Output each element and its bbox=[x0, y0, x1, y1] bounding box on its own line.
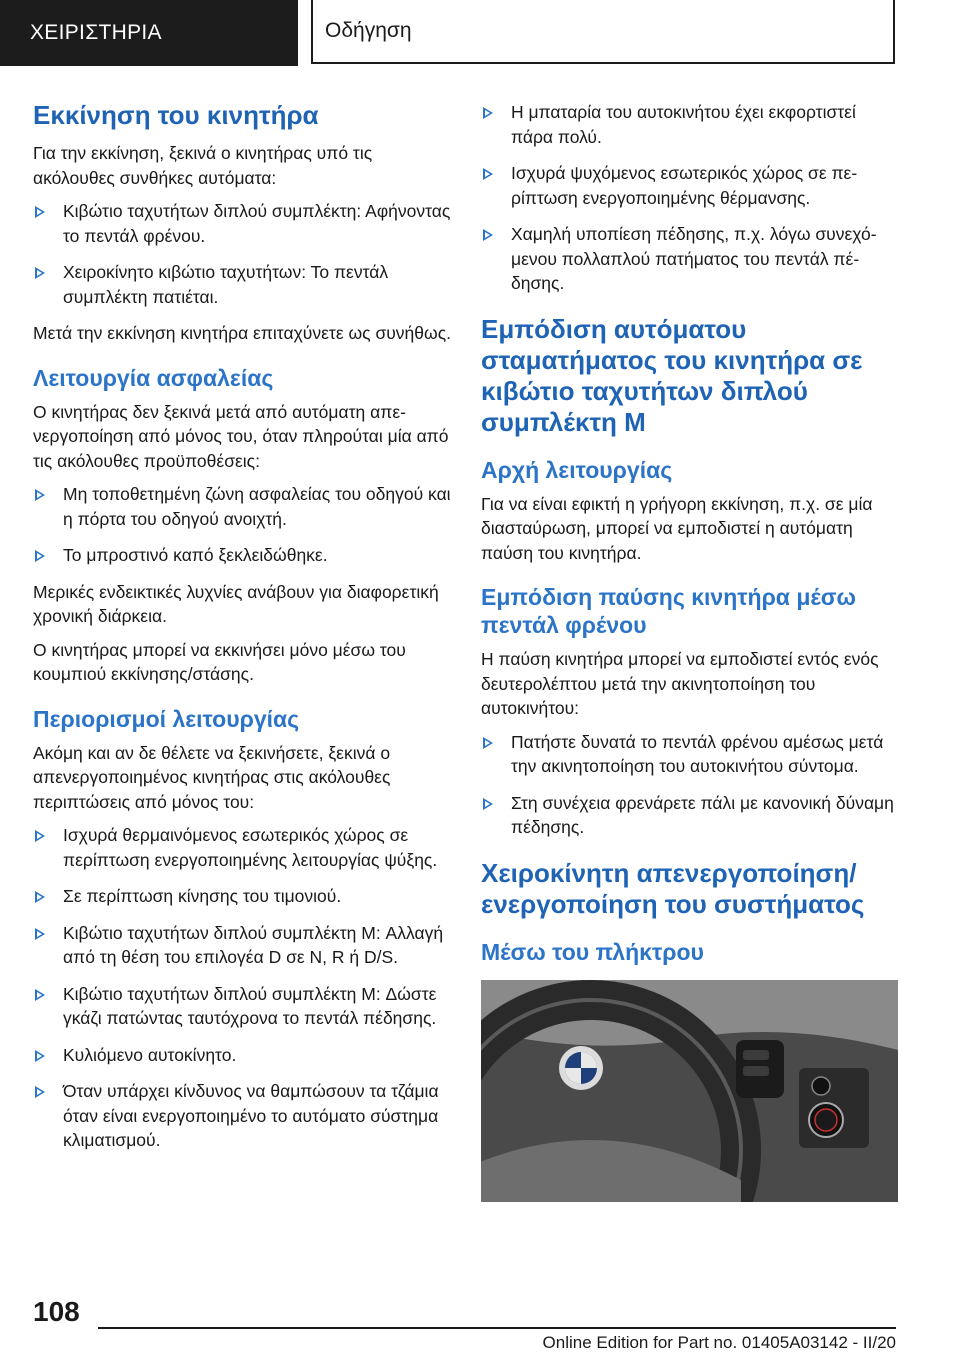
bullet-triangle-icon bbox=[35, 489, 45, 501]
bullet-list bbox=[33, 199, 451, 309]
bullet-triangle-icon bbox=[35, 928, 45, 940]
paragraph: Ακόμη και αν δε θέλετε να ξεκινήσετε, ξεκινά ο απενεργοποιημένος κινητήρας στις ακόλουθες περιπτώσεις από μόνος του: bbox=[33, 742, 391, 812]
heading-manual-toggle: Χειροκίνητη απενεργοποίηση/ ενεργοποίηση του συστήματος bbox=[481, 857, 865, 919]
heading-function-limits: Περιορισμοί λειτουργίας bbox=[33, 705, 300, 732]
list-item: Κιβώτιο ταχυτήτων διπλού συμπλέκτη: Αφήνοντας το πεντάλ φρένου. bbox=[33, 199, 451, 248]
heading-principle: Αρχή λειτουργίας bbox=[481, 456, 673, 483]
bullet-triangle-icon bbox=[483, 229, 493, 241]
list-item: Χειροκίνητο κιβώτιο ταχυτήτων: Το πεντάλ συμπλέκτη πατιέται. bbox=[33, 260, 451, 309]
list-item: Όταν υπάρχει κίνδυνος να θαμπώσουν τα τζάμια όταν είναι ενεργοποιημένο το αυτόματο σύστημα κλιματισμού. bbox=[33, 1079, 451, 1153]
list-item: Ισχυρά ψυχόμενος εσωτερικός χώρος σε περίπτωση ενεργοποιημένης θέρμανσης. bbox=[481, 161, 898, 210]
bullet-triangle-icon bbox=[35, 550, 45, 562]
bullet-list bbox=[33, 823, 451, 1153]
section-tab: ΧΕΙΡΙΣΤΗΡΙΑ bbox=[0, 0, 298, 66]
bullet-triangle-icon bbox=[35, 1050, 45, 1062]
bullet-list bbox=[33, 482, 451, 568]
cockpit-photo bbox=[481, 980, 898, 1202]
paragraph: Για να είναι εφικτή η γρήγορη εκκίνηση, π.χ. σε μία διασταύρωση, μπορεί να εμποδιστεί η αυτόματη παύση του κινητήρα. bbox=[481, 493, 873, 563]
heading-safety-function: Λειτουργία ασφαλείας bbox=[33, 364, 274, 391]
list-item: Μη τοποθετημένη ζώνη ασφαλείας του οδηγού και η πόρτα του οδηγού ανοιχτή. bbox=[33, 482, 451, 531]
bullet-list bbox=[481, 730, 898, 840]
paragraph: Για την εκκίνηση, ξεκινά ο κινητήρας υπό τις ακόλουθες συνθήκες αυτόματα: bbox=[33, 143, 373, 188]
bullet-triangle-icon bbox=[35, 989, 45, 1001]
footer-divider bbox=[98, 1327, 896, 1329]
list-item: Στη συνέχεια φρενάρετε πάλι με κανονική δύναμη πέδησης. bbox=[481, 791, 898, 840]
list-item: Κυλιόμενο αυτοκίνητο. bbox=[33, 1043, 451, 1068]
page-header bbox=[0, 0, 960, 66]
chapter-tab: Οδήγηση bbox=[311, 0, 895, 64]
list-item: Η μπαταρία του αυτοκινήτου έχει εκφορτιστεί πάρα πολύ. bbox=[481, 100, 898, 149]
list-item: Χαμηλή υποπίεση πέδησης, π.χ. λόγω συνεχόμενου πολλαπλού πατήματος του πεντάλ πέδησης. bbox=[481, 222, 898, 296]
left-column bbox=[33, 100, 451, 1165]
page-number: 108 bbox=[33, 1296, 80, 1327]
bullet-triangle-icon bbox=[483, 737, 493, 749]
bullet-triangle-icon bbox=[35, 830, 45, 842]
list-item: Κιβώτιο ταχυτήτων διπλού συμπλέκτη M: Δώστε γκάζι πατώντας ταυτόχρονα το πεντάλ πέδησης. bbox=[33, 982, 451, 1031]
list-item: Ισχυρά θερμαινόμενος εσωτερικός χώρος σε περίπτωση ενεργοποιημένης λειτουργίας ψύξης. bbox=[33, 823, 451, 872]
bullet-list bbox=[481, 100, 898, 296]
paragraph: Μερικές ενδεικτικές λυχνίες ανάβουν για διαφορετική χρονική διάρκεια. bbox=[33, 581, 439, 626]
paragraph: Μετά την εκκίνηση κινητήρα επιταχύνετε ως συνήθως. bbox=[33, 323, 451, 343]
list-item: Το μπροστινό καπό ξεκλειδώθηκε. bbox=[33, 543, 451, 568]
paragraph: Ο κινητήρας μπορεί να εκκινήσει μόνο μέσω του κουμπιού εκκίνησης/στάσης. bbox=[33, 639, 406, 684]
heading-engine-start: Εκκίνηση του κινητήρα bbox=[33, 100, 319, 130]
bullet-triangle-icon bbox=[35, 891, 45, 903]
footer-edition-text: Online Edition for Part no. 01405A03142 - II/20 bbox=[542, 1333, 896, 1352]
bullet-triangle-icon bbox=[35, 267, 45, 279]
paragraph: Η παύση κινητήρα μπορεί να εμποδιστεί εντός ενός δευτερολέπτου μετά την ακινητοποίηση του αυτοκινήτου: bbox=[481, 649, 879, 718]
list-item: Κιβώτιο ταχυτήτων διπλού συμπλέκτη M: Αλλαγή από τη θέση του επιλογέα D σε N, R ή D/S. bbox=[33, 921, 451, 970]
heading-via-button: Μέσω του πλήκτρου bbox=[481, 938, 704, 965]
paragraph: Ο κινητήρας δεν ξεκινά μετά από αυτόματη απενεργοποίηση από μόνος του, όταν πληρούται μία από τις ακόλουθες προϋποθέσεις: bbox=[33, 401, 449, 471]
bullet-triangle-icon bbox=[483, 798, 493, 810]
list-item: Πατήστε δυνατά το πεντάλ φρένου αμέσως μετά την ακινητοποίηση του αυτοκινήτου σύντομα. bbox=[481, 730, 898, 779]
heading-brake-pedal: Εμπόδιση παύσης κινητήρα μέσω πεντάλ φρένου bbox=[481, 584, 856, 638]
bullet-triangle-icon bbox=[35, 1086, 45, 1098]
bullet-triangle-icon bbox=[483, 107, 493, 119]
right-column bbox=[481, 100, 898, 1202]
list-item: Σε περίπτωση κίνησης του τιμονιού. bbox=[33, 884, 451, 909]
heading-prevent-auto-stop: Εμπόδιση αυτόματου σταματήματος του κινητήρα σε κιβώτιο ταχυτήτων διπλού συμπλέκτη M bbox=[481, 313, 863, 437]
bullet-triangle-icon bbox=[483, 168, 493, 180]
bullet-triangle-icon bbox=[35, 206, 45, 218]
steering-wheel-illustration bbox=[481, 980, 898, 1202]
